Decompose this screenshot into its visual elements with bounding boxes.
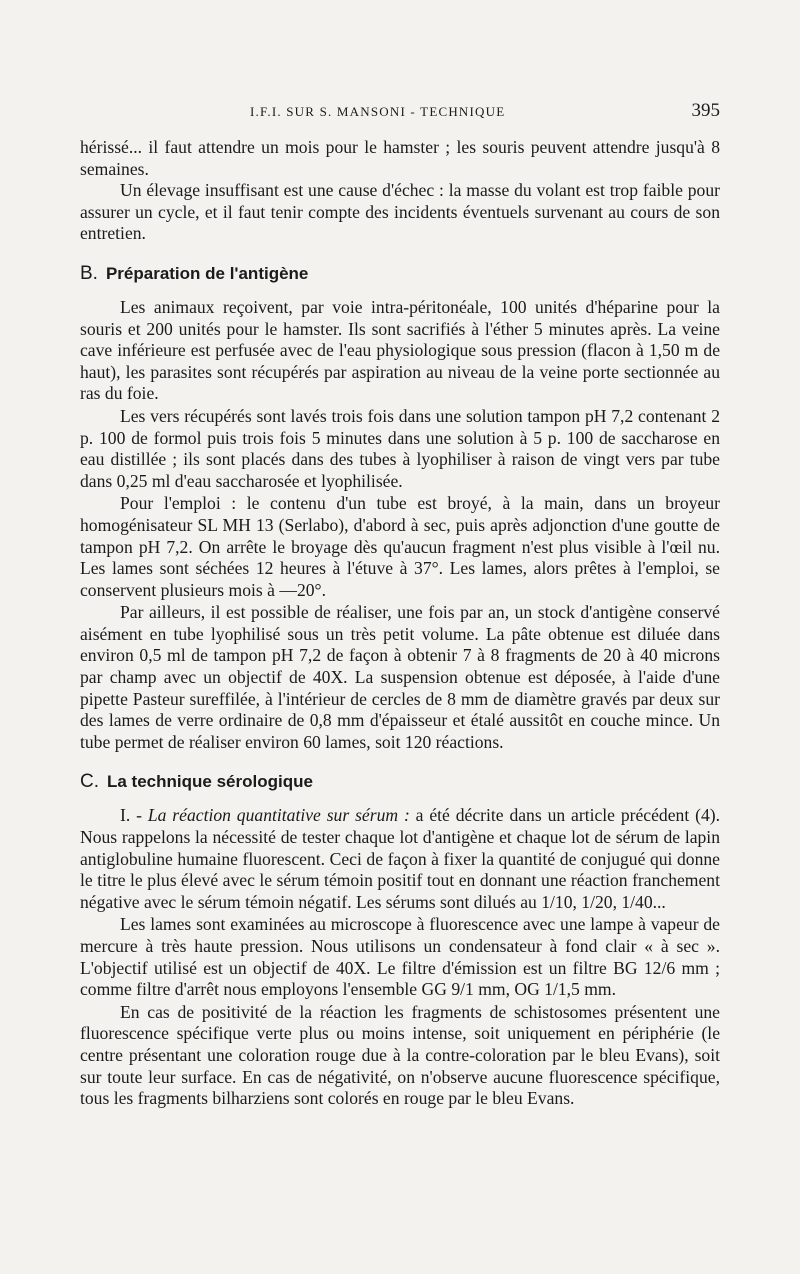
paragraph: Les lames sont examinées au microscope à fluorescence avec une lampe à vapeur de mercure à très haute pression. Nous utilisons un condensateur à fond clair « à sec ». L'objectif utilisé est un objectif de 40X. Le filtre d'émission est un filtre BG 12/6 mm ; comme filtre d'arrêt nous employons l'ensemble GG 9/1 mm, OG 1/1,5 mm. [80,914,720,1000]
paragraph-lead: I. - [120,805,148,826]
section-title: La technique sérologique [107,772,313,792]
paragraph: Un élevage insuffisant est une cause d'échec : la masse du volant est trop faible pour assurer un cycle, et il faut tenir compte des incidents éventuels survenant au cours de son entretien. [80,180,720,244]
paragraph: Les vers récupérés sont lavés trois fois dans une solution tampon pH 7,2 contenant 2 p. 100 de formol puis trois fois 5 minutes dans une solution à 5 p. 100 de saccharose en eau distillée ; ils sont placés dans des tubes à lyophiliser à raison de vingt vers par tube dans 0,25 ml d'eau saccharosée et lyophilisée. [80,405,720,491]
section-title: Préparation de l'antigène [105,263,309,283]
paragraph-lead-italic: La réaction quantitative sur sérum : [147,805,410,826]
section-letter: C. [80,771,99,793]
running-head: I.F.I. SUR S. MANSONI - TECHNIQUE [250,104,506,119]
page-header [80,102,720,126]
section-heading-b [80,263,720,285]
paragraph-text: a été décrite dans un article précédent (4). Nous rappelons la nécessité de tester chaque lot d'antigène et chaque lot de sérum de lapin antiglobuline humaine fluorescent. Ceci de façon à fixer la quantité de conjugué qui donne le titre le plus élevé avec le sérum témoin positif tout en donnant une réaction franchement négative avec le sérum témoin négatif. Les sérums sont dilués au 1/10, 1/20, 1/40... [80,805,720,912]
body-text [80,137,720,1110]
paragraph: Pour l'emploi : le contenu d'un tube est broyé, à la main, dans un broyeur homogénisateur SL MH 13 (Serlabo), d'abord à sec, puis après adjonction d'une goutte de tampon pH 7,2. On arrête le broyage dès qu'aucun fragment n'est plus visible à l'œil nu. Les lames sont séchées 12 heures à l'étuve à 37°. Les lames, alors prêtes à l'emploi, se conservent plusieurs mois à —20°. [80,493,720,600]
section-heading-c [80,771,720,793]
section-letter: B. [80,262,98,284]
paragraph: En cas de positivité de la réaction les fragments de schistosomes présentent une fluorescence spécifique verte plus ou moins intense, soit uniquement en périphérie (le centre présentant une coloration rouge due à la contre-coloration par le bleu Evans), soit sur toute leur surface. En cas de négativité, on n'observe aucune fluorescence spécifique, tous les fragments bilharziens sont colorés en rouge par le bleu Evans. [80,1001,720,1109]
paragraph: Par ailleurs, il est possible de réaliser, une fois par an, un stock d'antigène conservé aisément en tube lyophilisé sous un très petit volume. La pâte obtenue est diluée dans environ 0,5 ml de tampon pH 7,2 de façon à obtenir 7 à 8 fragments de 20 à 40 microns par champ avec un objectif de 40X. La suspension obtenue est déposée, à l'aide d'une pipette Pasteur sureffilée, à l'intérieur de cercles de 8 mm de diamètre gravés par deux sur des lames de verre ordinaire de 0,8 mm d'épaisseur et étalé aussitôt en couche mince. Un tube permet de réaliser environ 60 lames, soit 120 réactions. [80,602,720,752]
paragraph: Les animaux reçoivent, par voie intra-péritonéale, 100 unités d'héparine pour la souris et 200 unités pour le hamster. Ils sont sacrifiés à l'éther 5 minutes après. La veine cave inférieure est perfusée avec de l'eau physiologique sous pression (flacon à 1,50 m de haut), les parasites sont récupérés par aspiration au niveau de la veine porte sectionnée au ras du foie. [80,296,720,404]
paragraph: hérissé... il faut attendre un mois pour le hamster ; les souris peuvent attendre jusqu'à 8 semaines. [80,137,720,179]
page-number: 395 [691,100,720,121]
paragraph [80,805,720,913]
